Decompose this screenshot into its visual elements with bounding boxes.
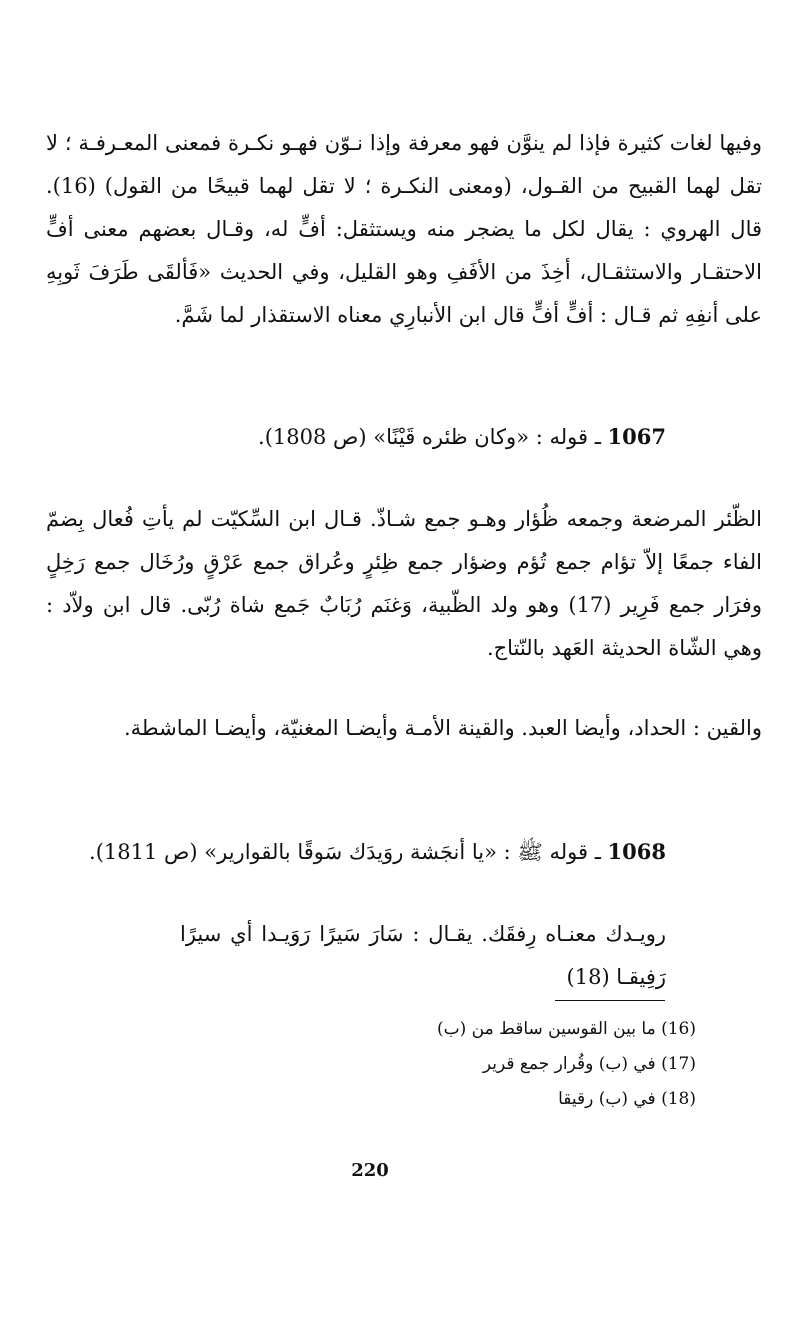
footnote-item: (18) في (ب) رقيقا [558, 1089, 696, 1109]
footnote-separator [555, 1000, 665, 1001]
entry-number: 1068 [607, 839, 666, 864]
entry-number: 1067 [607, 424, 666, 449]
entry-heading-1067 [46, 415, 666, 459]
footnotes-list [300, 1012, 696, 1117]
paragraph-zi2r: الظّئر المرضعة وجمعه ظُؤار وهـو جمع شـاذّ. قـال ابن السِّكيّت لم يأتِ فُعال بِضمّ الفاء جمعًا إلاّ تؤام جمع تُؤم وضؤار جمع ظِئرٍ وعُراق جمع عَرْقٍ ورُخَال جمع رَخِلٍ وفرَار جمع فَرِير (17) وهو ولد الظّبية، وَغنَم رُبَابٌ جَمع شاة رُبّى. قال ابن ولاّد : وهي الشّاة الحديثة العَهد بالنّتاج. [46, 507, 762, 660]
entry-heading-1068 [46, 830, 666, 874]
paragraph-qayn: والقين : الحداد، وأيضا العبد. والقينة الأمـة وأيضـا المغنيّة، وأيضـا الماشطة. [123, 716, 762, 740]
paragraph-intro: وفيها لغات كثيرة فإذا لم ينوَّن فهو معرفة وإذا نـوّن فهـو نكـرة فمعنى المعـرفـة ؛ لا تقل لهما القبيح من القـول، (ومعنى النكـرة ؛ لا تقل لهما قبيحًا من القول) (16). قال الهروي : يقال لكل ما يضجر منه ويستثقل: أفٍّ له، وقـال بعضهم معنى أفٍّ الاحتقـار والاستثقـال، أخِذَ من الأفَفِ وهو القليل، وفي الحديث «فَألقَى طَرَفَ ثَوبِهِ على أنفِهِ ثم قـال : أفٍّ أفٍّ قال ابن الأنبارِي معناه الاستقذار لما شَمَّ. [46, 131, 762, 327]
footnote-item: (16) ما بين القوسين ساقط من (ب) [436, 1019, 696, 1039]
footnote-item: (17) في (ب) وقُرار جمع قرير [482, 1054, 696, 1074]
paragraph-ruwaydak: رويـدك معنـاه رِفقَك. يقـال : سَارَ سَيرًا رَوَيـدا أي سيرًا رَفِيقـا (18) [180, 922, 666, 989]
entry-quote: ـ قوله : «وكان ظئره قَيْنًا» (ص 1808). [258, 425, 601, 449]
entry-quote: ـ قوله ﷺ : «يا أنجَشة روَيدَك سَوقًا بالقوارير» (ص 1811). [89, 840, 601, 864]
page-number: 220 [351, 1160, 389, 1181]
